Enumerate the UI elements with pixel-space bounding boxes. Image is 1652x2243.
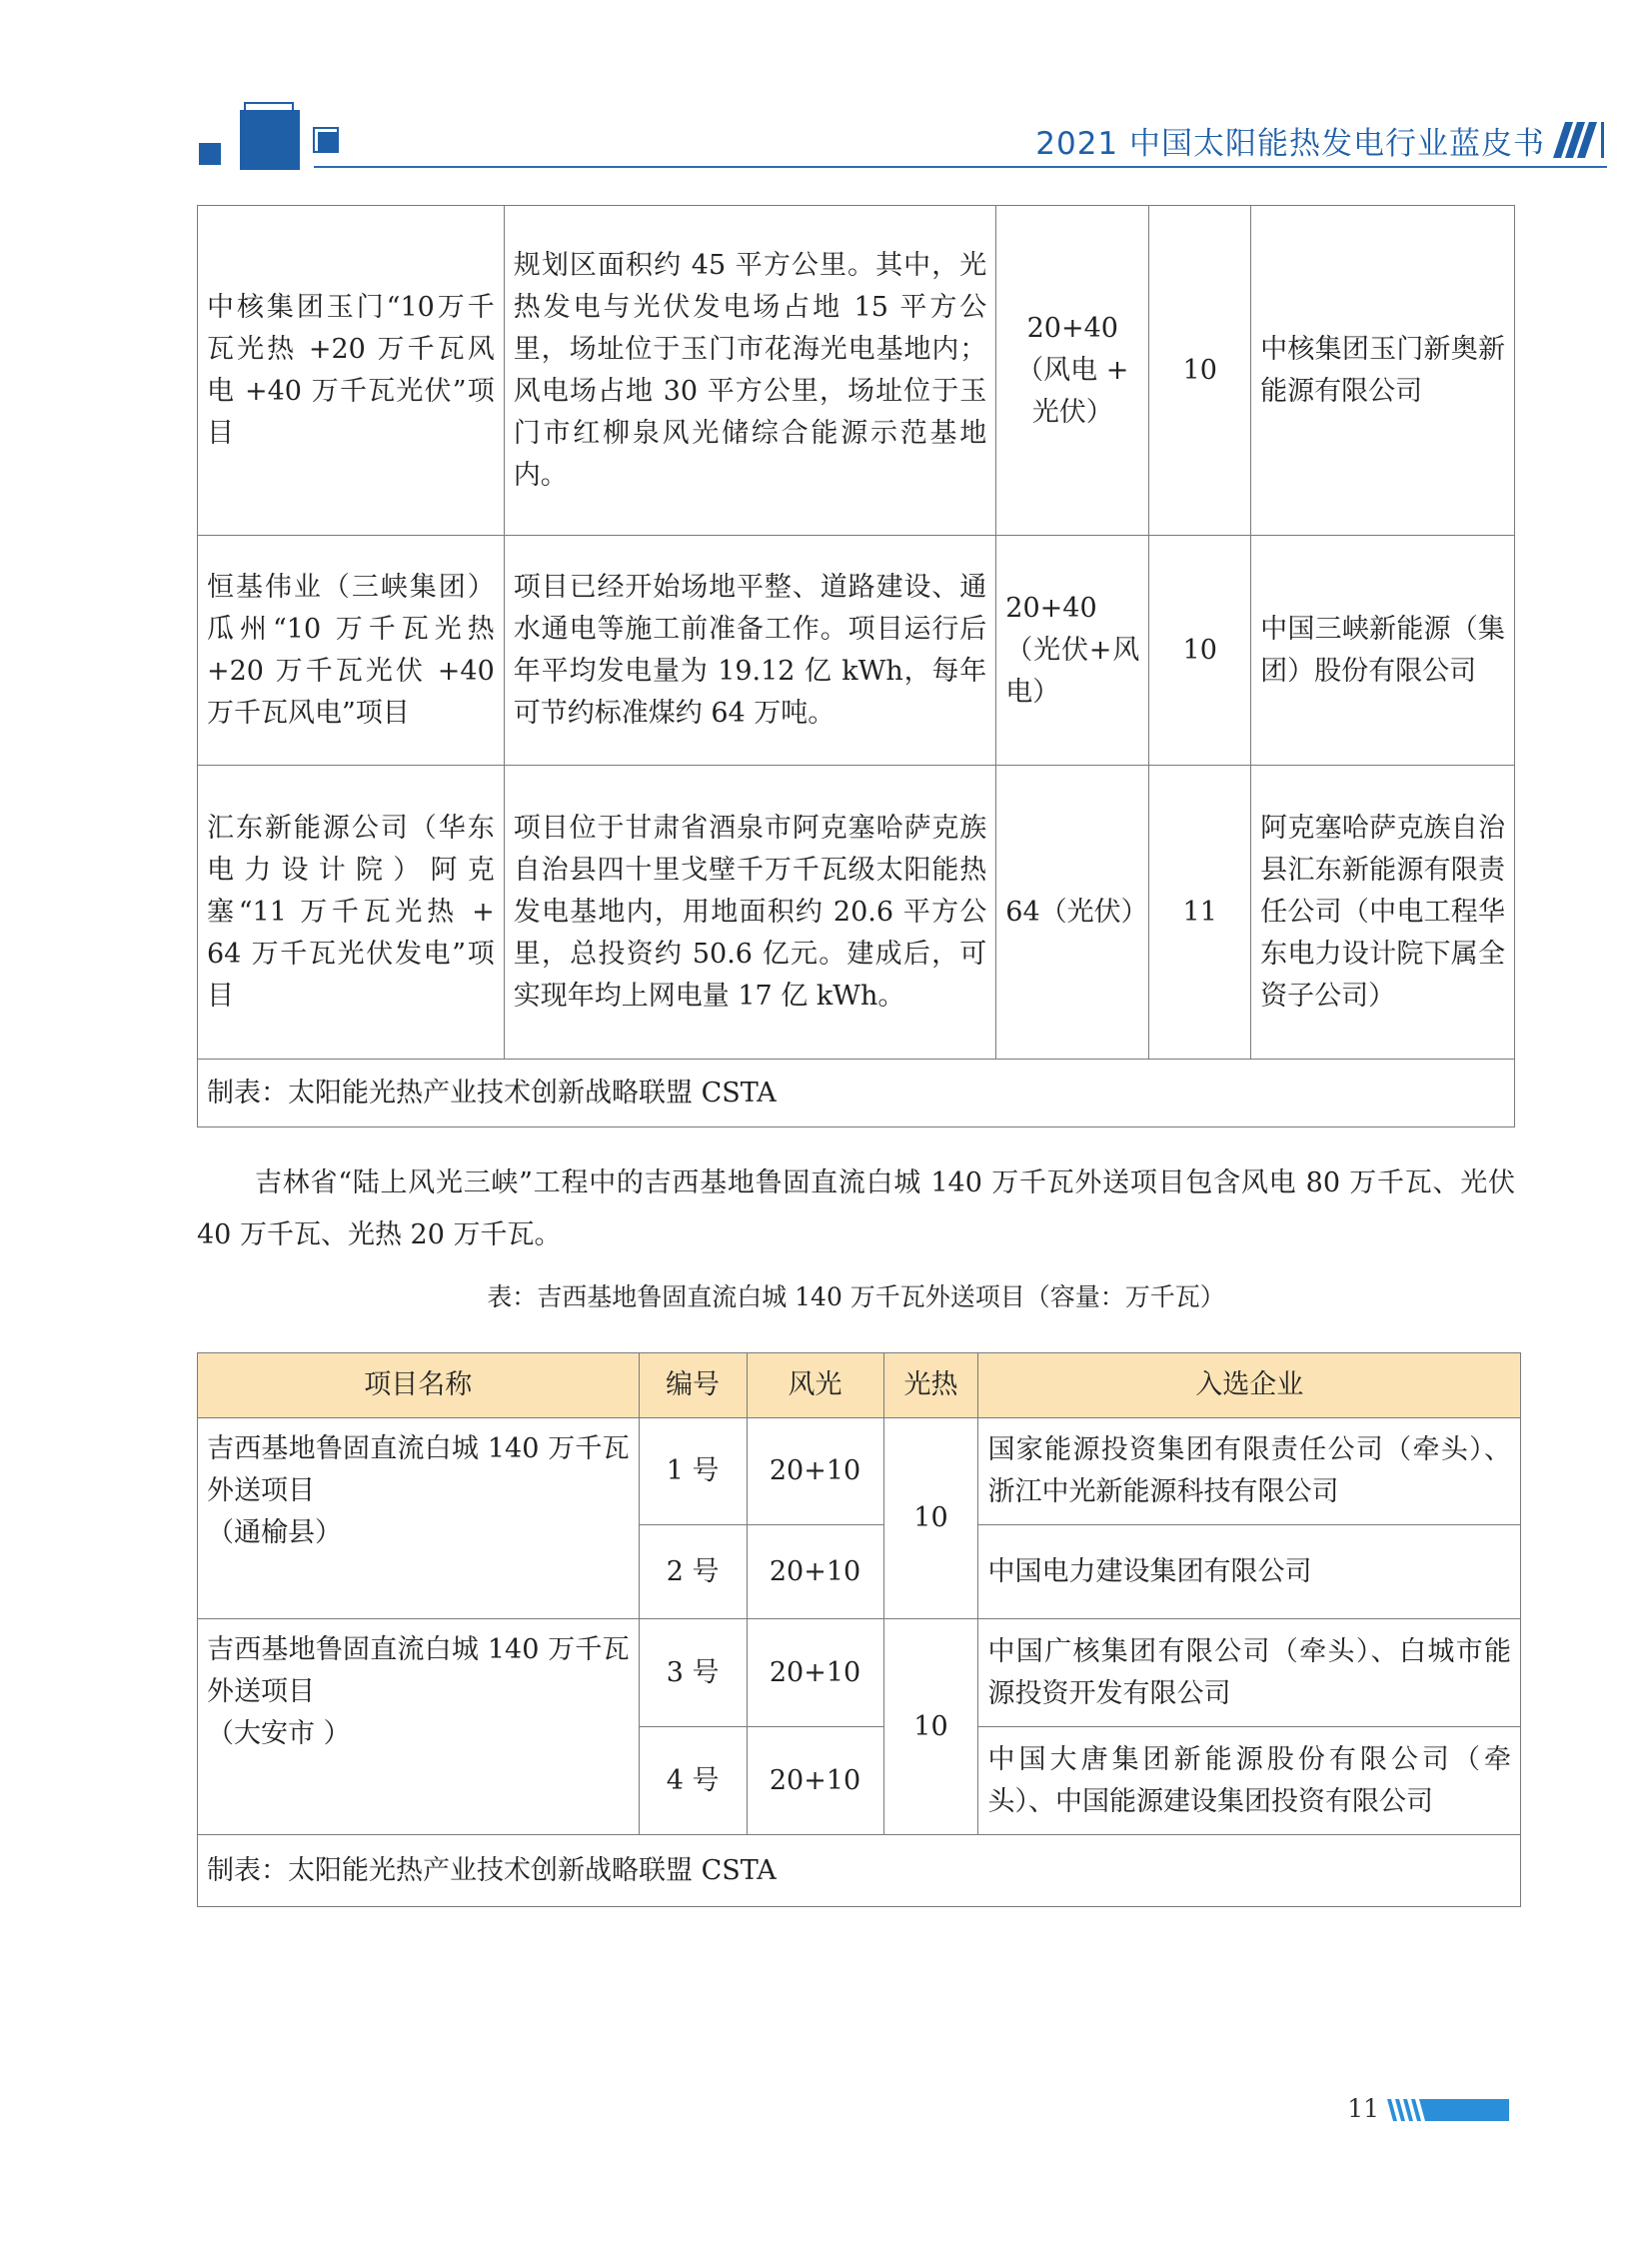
wind-solar-cell: 20+10 <box>747 1619 883 1727</box>
header-title: 2021 中国太阳能热发电行业蓝皮书 <box>1035 125 1545 162</box>
item-no-cell: 1 号 <box>639 1418 747 1525</box>
company-cell: 中核集团玉门新奥新能源有限公司 <box>1251 206 1515 536</box>
col-header-csp: 光热 <box>883 1353 978 1418</box>
group-name-cell <box>198 1418 640 1619</box>
company-cell: 国家能源投资集团有限责任公司（牵头）、浙江中光新能源科技有限公司 <box>978 1418 1521 1525</box>
project-name-cell: 中核集团玉门“10万千瓦光热 +20 万千瓦风电 +40 万千瓦光伏”项目 <box>198 206 505 536</box>
csp-cell: 10 <box>1149 206 1251 536</box>
wind-solar-cell: 20+10 <box>747 1418 883 1525</box>
csp-cell: 10 <box>883 1418 978 1619</box>
wind-solar-cell: 20+10 <box>747 1525 883 1619</box>
group-location: （大安市 ） <box>207 1718 351 1749</box>
csp-cell: 11 <box>1149 766 1251 1060</box>
table-row <box>198 206 1515 536</box>
table-row <box>198 536 1515 766</box>
item-no-cell: 3 号 <box>639 1619 747 1727</box>
table-caption: 表：吉西基地鲁固直流白城 140 万千瓦外送项目（容量：万千瓦） <box>487 1282 1225 1311</box>
header-logo-squares <box>0 0 360 180</box>
col-header-company: 入选企业 <box>978 1353 1521 1418</box>
jixi-project-table <box>197 1352 1521 1907</box>
wind-solar-cell: 20+10 <box>747 1727 883 1835</box>
project-desc-cell: 项目已经开始场地平整、道路建设、通水通电等施工前准备工作。项目运行后年平均发电量为 19.12 亿 kWh，每年可节约标准煤约 64 万吨。 <box>504 536 996 766</box>
table-row <box>198 1418 1521 1525</box>
company-cell: 中国大唐集团新能源股份有限公司（牵头）、中国能源建设集团投资有限公司 <box>978 1727 1521 1835</box>
body-paragraph: 吉林省“陆上风光三峡”工程中的吉西基地鲁固直流白城 140 万千瓦外送项目包含风电 80 万千瓦、光伏 40 万千瓦、光热 20 万千瓦。 <box>197 1167 1515 1250</box>
header-rule <box>314 166 1607 168</box>
table-row <box>198 766 1515 1060</box>
company-cell: 中国电力建设集团有限公司 <box>978 1525 1521 1619</box>
wind-solar-cell: 64（光伏） <box>996 766 1149 1060</box>
wind-solar-cell: 20+40（风电 + 光伏） <box>996 206 1149 536</box>
csp-cell: 10 <box>1149 536 1251 766</box>
project-name-cell: 汇东新能源公司（华东电力设计院）阿克塞“11 万千瓦光热 + 64 万千瓦光伏发电”项目 <box>198 766 505 1060</box>
col-header-no: 编号 <box>639 1353 747 1418</box>
company-cell: 中国三峡新能源（集团）股份有限公司 <box>1251 536 1515 766</box>
table-row <box>198 1619 1521 1727</box>
table-header-row <box>198 1353 1521 1418</box>
page-number: 11 <box>1347 2094 1379 2123</box>
table-source-row <box>198 1060 1515 1127</box>
col-header-name: 项目名称 <box>198 1353 640 1418</box>
item-no-cell: 4 号 <box>639 1727 747 1835</box>
group-name: 吉西基地鲁固直流白城 140 万千瓦外送项目 <box>207 1634 630 1707</box>
company-cell: 中国广核集团有限公司（牵头）、白城市能源投资开发有限公司 <box>978 1619 1521 1727</box>
csp-cell: 10 <box>883 1619 978 1835</box>
project-name-cell: 恒基伟业（三峡集团）瓜州“10 万千瓦光热 +20 万千瓦光伏 +40 万千瓦风电”项目 <box>198 536 505 766</box>
footer-stripe-bar <box>1387 2095 1509 2125</box>
table-source: 制表：太阳能光热产业技术创新战略联盟 CSTA <box>198 1060 1515 1127</box>
wind-solar-cell: 20+40（光伏+风电） <box>996 536 1149 766</box>
item-no-cell: 2 号 <box>639 1525 747 1619</box>
table-source-row <box>198 1835 1521 1907</box>
table-source: 制表：太阳能光热产业技术创新战略联盟 CSTA <box>198 1835 1521 1907</box>
group-location: （通榆县） <box>207 1517 342 1548</box>
col-header-wind-solar: 风光 <box>747 1353 883 1418</box>
header-stripes-icon <box>1543 118 1607 162</box>
project-table-continued <box>197 205 1515 1127</box>
group-name-cell <box>198 1619 640 1835</box>
project-desc-cell: 规划区面积约 45 平方公里。其中，光热发电与光伏发电场占地 15 平方公里，场址位于玉门市花海光电基地内；风电场占地 30 平方公里，场址位于玉门市红柳泉风光储综合能源示范基地内。 <box>504 206 996 536</box>
project-desc-cell: 项目位于甘肃省酒泉市阿克塞哈萨克族自治县四十里戈壁千万千瓦级太阳能热发电基地内，用地面积约 20.6 平方公里，总投资约 50.6 亿元。建成后，可实现年均上网电量 17 亿 kWh。 <box>504 766 996 1060</box>
group-name: 吉西基地鲁固直流白城 140 万千瓦外送项目 <box>207 1433 630 1506</box>
company-cell: 阿克塞哈萨克族自治县汇东新能源有限责任公司（中电工程华东电力设计院下属全资子公司） <box>1251 766 1515 1060</box>
